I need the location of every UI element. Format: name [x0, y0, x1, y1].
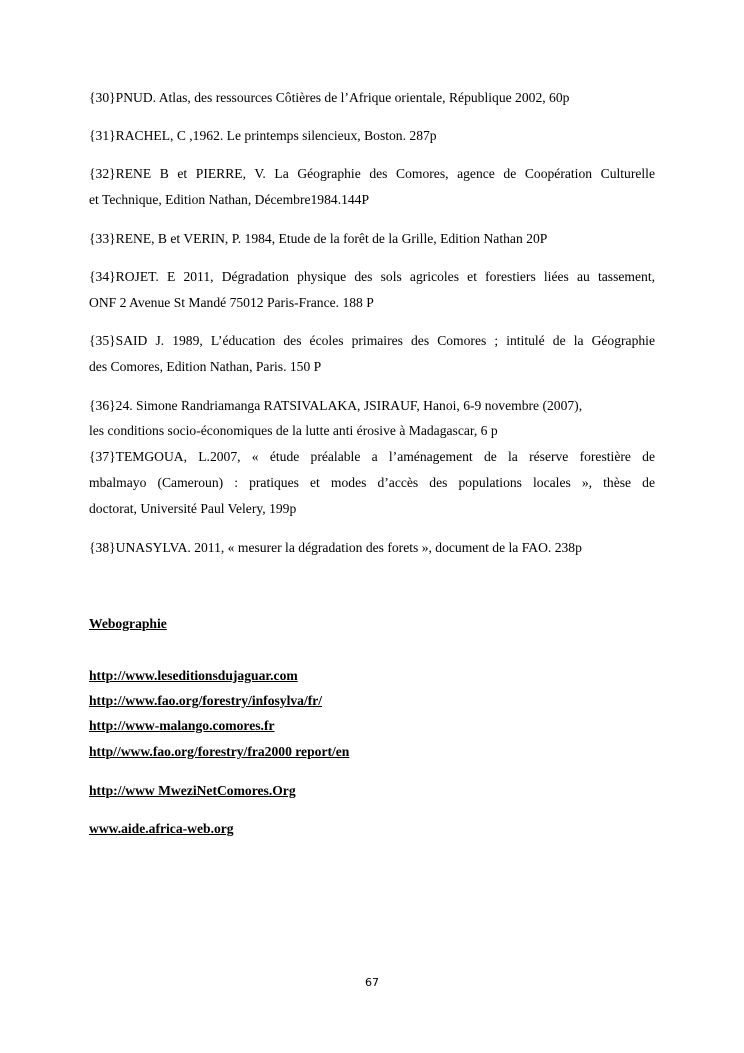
reference-32-line-1: {32}RENE B et PIERRE, V. La Géographie des Comores, agence de Coopération Culturelle — [89, 166, 655, 181]
reference-34-line-1: {34}ROJET. E 2011, Dégradation physique des sols agricoles et forestiers liées au tassement, — [89, 269, 655, 284]
web-link-fao-infosylva[interactable]: http://www.fao.org/forestry/infosylva/fr/ — [89, 693, 323, 708]
reference-32-line-2: et Technique, Edition Nathan, Décembre1984.144P — [89, 192, 370, 207]
reference-34-line-2: ONF 2 Avenue St Mandé 75012 Paris-France. 188 P — [89, 295, 374, 310]
reference-33: {33}RENE, B et VERIN, P. 1984, Etude de la forêt de la Grille, Edition Nathan 20P — [89, 231, 548, 246]
reference-38: {38}UNASYLVA. 2011, « mesurer la dégradation des forets », document de la FAO. 238p — [89, 540, 582, 555]
web-link-fao-fra2000[interactable]: http//www.fao.org/forestry/fra2000 report/en — [89, 744, 350, 759]
page-number: 67 — [365, 976, 379, 989]
reference-36-line-2: les conditions socio-économiques de la lutte anti érosive à Madagascar, 6 p — [89, 423, 498, 438]
reference-30: {30}PNUD. Atlas, des ressources Côtières de l’Afrique orientale, République 2002, 60p — [89, 90, 570, 105]
reference-37-line-2: mbalmayo (Cameroun) : pratiques et modes d’accès des populations locales », thèse de — [89, 475, 655, 490]
reference-35-line-2: des Comores, Edition Nathan, Paris. 150 P — [89, 359, 322, 374]
reference-35-line-1: {35}SAID J. 1989, L’éducation des écoles primaires des Comores ; intitulé de la Géographie — [89, 333, 655, 348]
reference-36-line-1: {36}24. Simone Randriamanga RATSIVALAKA, JSIRAUF, Hanoi, 6-9 novembre (2007), — [89, 398, 583, 413]
reference-31: {31}RACHEL, C ,1962. Le printemps silencieux, Boston. 287p — [89, 128, 437, 143]
web-link-mwezinet-comores[interactable]: http://www MweziNetComores.Org — [89, 783, 296, 798]
webographie-heading: Webographie — [89, 616, 167, 631]
web-link-malango-comores[interactable]: http://www-malango.comores.fr — [89, 718, 275, 733]
web-link-leseditionsdujaguar[interactable]: http://www.leseditionsdujaguar.com — [89, 668, 298, 683]
reference-37-line-3: doctorat, Université Paul Velery, 199p — [89, 501, 297, 516]
reference-37-line-1: {37}TEMGOUA, L.2007, « étude préalable a l’aménagement de la réserve forestière de — [89, 449, 655, 464]
web-link-aide-africa-web[interactable]: www.aide.africa-web.org — [89, 821, 234, 836]
